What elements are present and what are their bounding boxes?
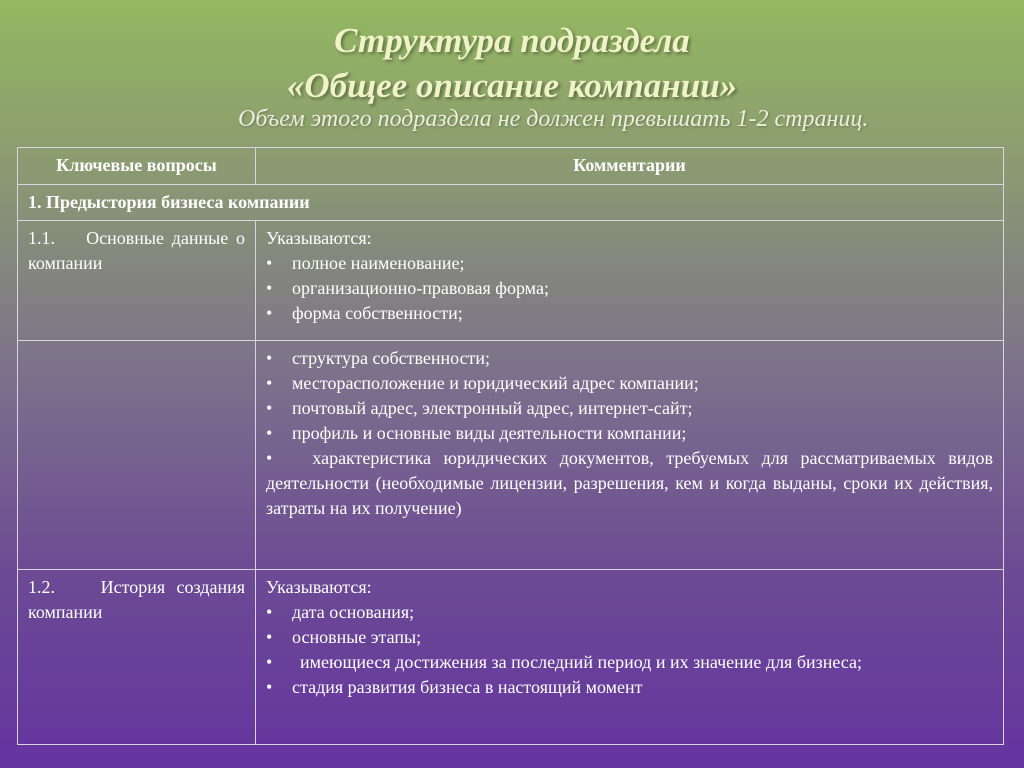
question-cell-empty xyxy=(18,341,256,570)
slide-title xyxy=(0,18,1024,108)
bullet-glyph: • xyxy=(266,398,273,418)
header-comments: Комментарии xyxy=(256,148,1004,185)
table-section-row xyxy=(18,185,1004,221)
table-row xyxy=(18,341,1004,570)
list-item: • стадия развития бизнеса в настоящий момент xyxy=(266,675,993,700)
question-cell: 1.2. История создания компании xyxy=(18,570,256,745)
table-header-row xyxy=(18,148,1004,185)
list-item: • почтовый адрес, электронный адрес, интернет-сайт; xyxy=(266,396,993,421)
slide-subtitle: Объем этого подраздела не должен превышать 1-2 страниц. xyxy=(238,106,869,132)
title-line-2: «Общее описание компании» xyxy=(286,66,738,105)
question-cell: 1.1. Основные данные о компании xyxy=(18,221,256,341)
header-key-questions: Ключевые вопросы xyxy=(18,148,256,185)
list-item: • профиль и основные виды деятельности компании; xyxy=(266,421,993,446)
title-line-1: Структура подраздела xyxy=(334,21,690,60)
comment-intro: Указываются: xyxy=(266,228,372,248)
comment-cell xyxy=(256,570,1004,745)
bullet-glyph: • xyxy=(266,652,273,672)
bullet-glyph: • xyxy=(266,627,273,647)
comment-intro: Указываются: xyxy=(266,577,372,597)
bullet-glyph: • xyxy=(266,278,273,298)
list-item: • имеющиеся достижения за последний период и их значение для бизнеса; xyxy=(266,650,993,675)
list-item: • характеристика юридических документов, требуемых для рассматриваемых видов деятельности (необходимые лицензии, разрешения, кем и когда выданы, сроки их действия, затраты на их получение) xyxy=(266,448,993,518)
bullet-glyph: • xyxy=(266,373,273,393)
table-row xyxy=(18,570,1004,745)
bullet-glyph: • xyxy=(266,448,273,468)
list-item: • организационно-правовая форма; xyxy=(266,276,993,301)
section-title: 1. Предыстория бизнеса компании xyxy=(18,185,1004,221)
comment-cell xyxy=(256,341,1004,570)
comment-list xyxy=(266,251,993,326)
table-row xyxy=(18,221,1004,341)
list-item: • основные этапы; xyxy=(266,625,993,650)
comment-list xyxy=(266,600,993,700)
bullet-glyph: • xyxy=(266,303,273,323)
bullet-glyph: • xyxy=(266,423,273,443)
comment-list xyxy=(266,346,993,521)
bullet-glyph: • xyxy=(266,348,273,368)
list-item: • месторасположение и юридический адрес компании; xyxy=(266,371,993,396)
list-item: • дата основания; xyxy=(266,600,993,625)
bullet-glyph: • xyxy=(266,602,273,622)
list-item: • структура собственности; xyxy=(266,346,993,371)
comment-cell xyxy=(256,221,1004,341)
list-item: • форма собственности; xyxy=(266,301,993,326)
list-item: • полное наименование; xyxy=(266,251,993,276)
questions-table xyxy=(17,147,1004,745)
bullet-glyph: • xyxy=(266,253,273,273)
bullet-glyph: • xyxy=(266,677,273,697)
